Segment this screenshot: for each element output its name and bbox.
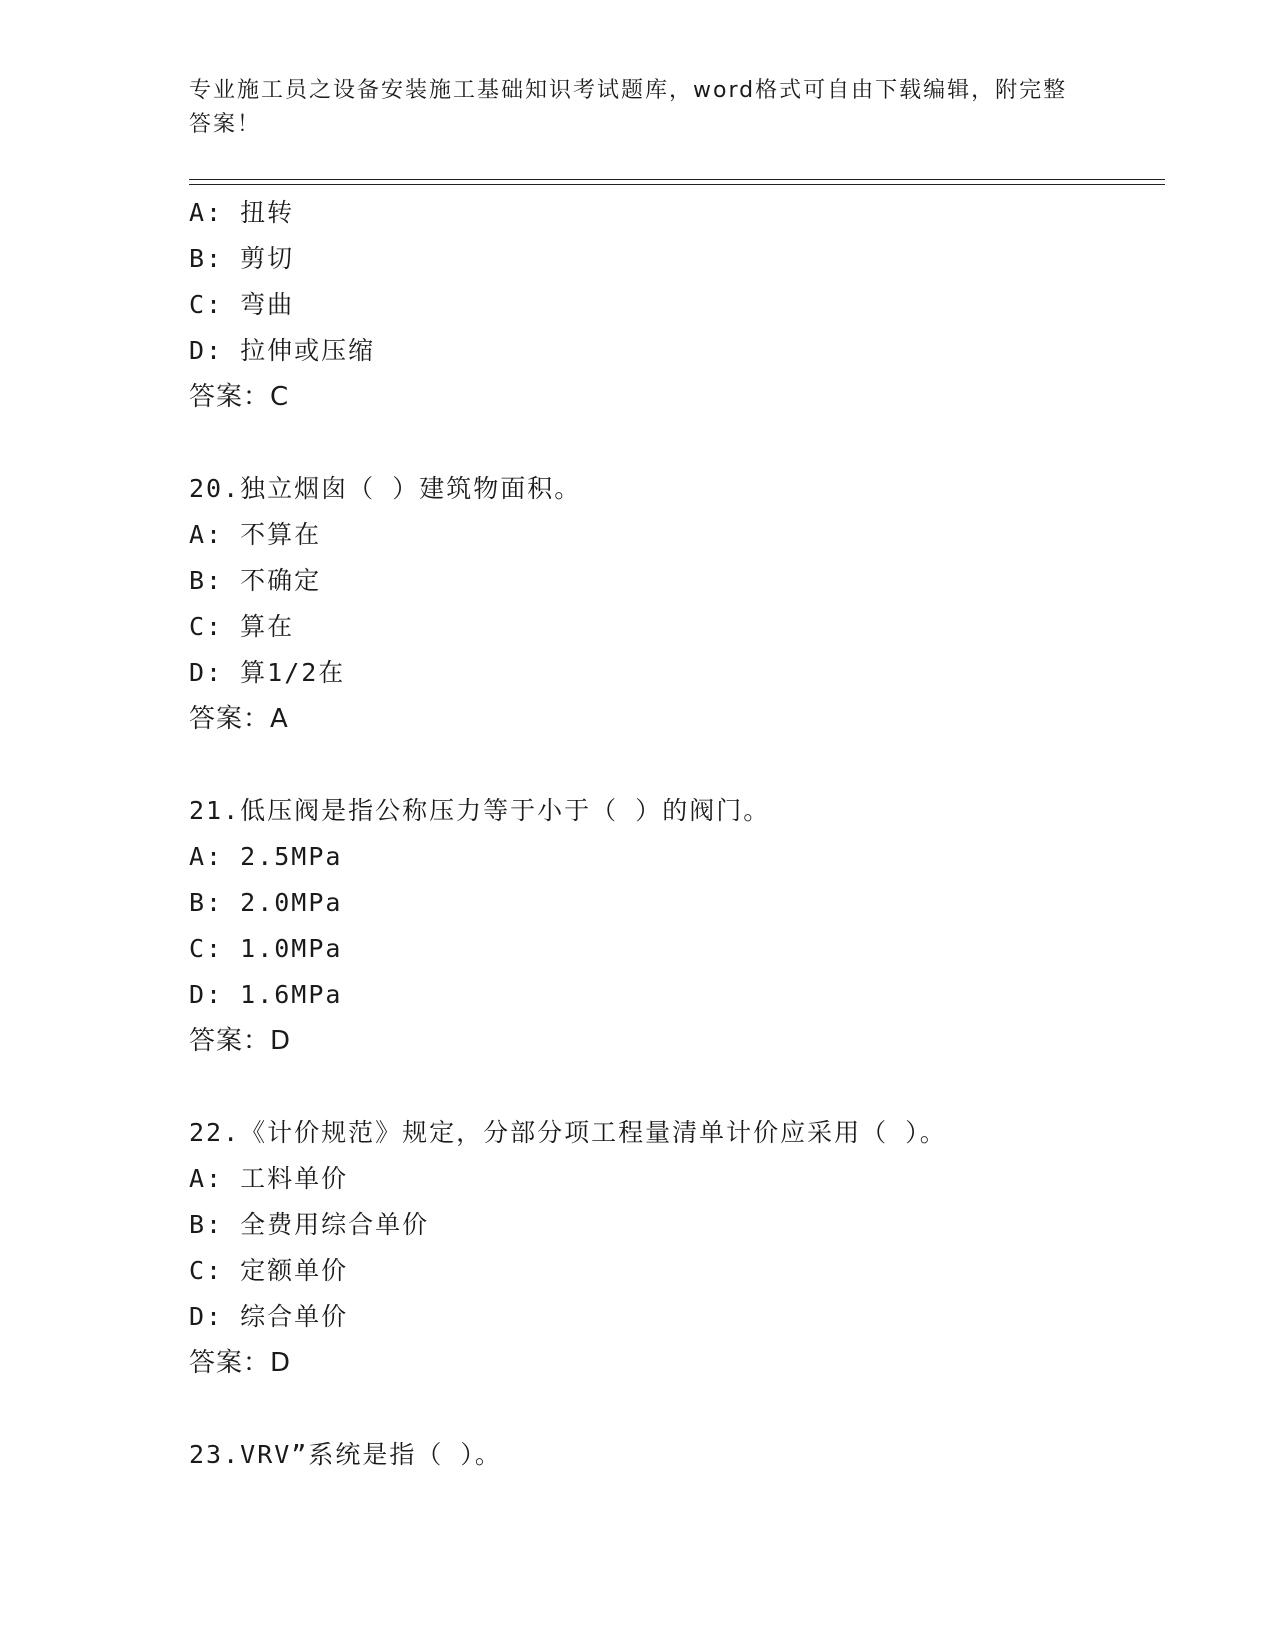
option-b: B: 2.0MPa <box>189 888 343 917</box>
option-d: D: 1.6MPa <box>189 980 343 1009</box>
question-list <box>189 190 1165 1478</box>
question-block-19 <box>189 190 1165 420</box>
answer-line: 答案：C <box>189 382 290 412</box>
option-b: B: 剪切 <box>189 244 295 273</box>
header-rule-top <box>189 179 1165 180</box>
question-text: 20.独立烟囱（ ）建筑物面积。 <box>189 474 582 503</box>
option-b: B: 不确定 <box>189 566 322 595</box>
option-c: C: 算在 <box>189 612 295 641</box>
option-a: A: 2.5MPa <box>189 842 343 871</box>
spacer <box>189 420 1165 466</box>
spacer <box>189 1386 1165 1432</box>
option-d: D: 综合单价 <box>189 1302 349 1331</box>
spacer <box>189 1064 1165 1110</box>
option-c: C: 弯曲 <box>189 290 295 319</box>
question-text: 21.低压阀是指公称压力等于小于（ ）的阀门。 <box>189 796 771 825</box>
spacer <box>189 742 1165 788</box>
option-c: C: 定额单价 <box>189 1256 349 1285</box>
option-c: C: 1.0MPa <box>189 934 343 963</box>
header-rule-bottom <box>189 184 1165 185</box>
question-block-20 <box>189 466 1165 742</box>
question-block-23 <box>189 1432 1165 1478</box>
option-a: A: 不算在 <box>189 520 322 549</box>
option-a: A: 工料单价 <box>189 1164 349 1193</box>
option-b: B: 全费用综合单价 <box>189 1210 430 1239</box>
option-d: D: 拉伸或压缩 <box>189 336 376 365</box>
document-header: 专业施工员之设备安装施工基础知识考试题库，word格式可自由下载编辑，附完整答案！ <box>189 78 1068 137</box>
question-text: 22.《计价规范》规定，分部分项工程量清单计价应采用（ ）。 <box>189 1118 947 1147</box>
question-text: 23.VRV”系统是指（ ）。 <box>189 1440 502 1469</box>
answer-line: 答案：D <box>189 1348 292 1378</box>
answer-line: 答案：D <box>189 1026 292 1056</box>
option-a: A: 扭转 <box>189 198 295 227</box>
question-block-21 <box>189 788 1165 1064</box>
answer-line: 答案：A <box>189 704 289 734</box>
option-d: D: 算1/2在 <box>189 658 346 687</box>
question-block-22 <box>189 1110 1165 1386</box>
